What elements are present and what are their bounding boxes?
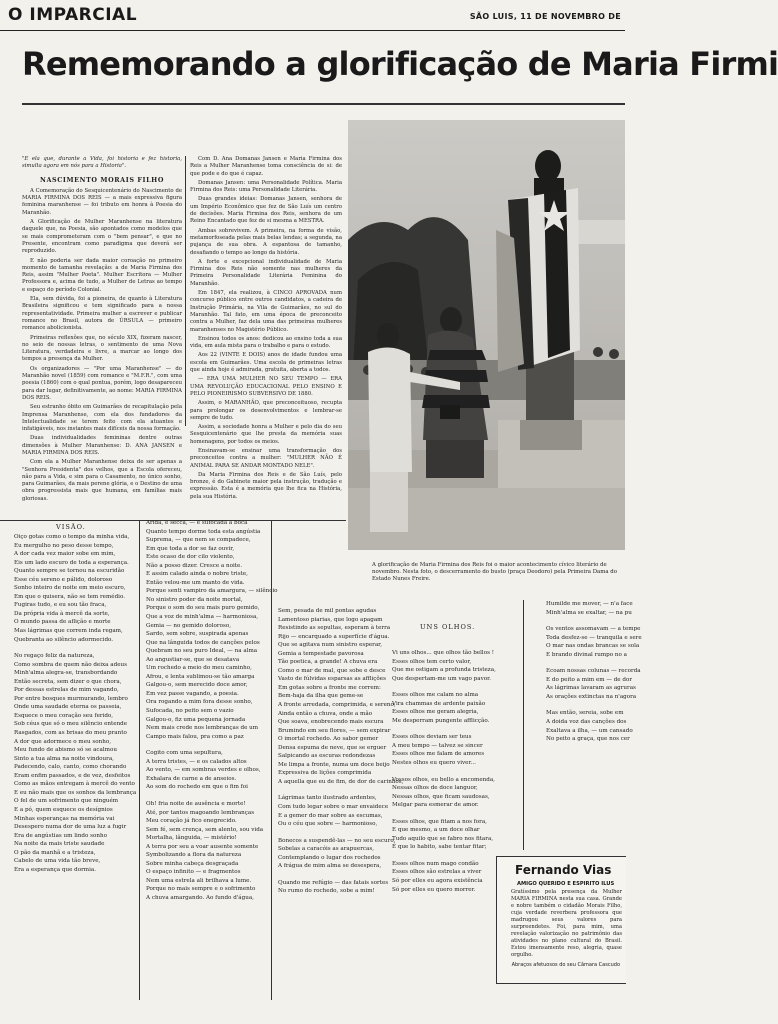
headline: Rememorando a glorificação de Maria Firmi (22, 45, 778, 83)
article-paragraph: Com ela a Mulher Maranhense deixa de ser apenas a "Senhora Presidenta" dos velhos, que a Escola ofereceu, não para a Vida, e sim para o Casamento, no único sonho, para Guimarães, da mais perene glória, e o Destino de uma obra progressista mais que humana, em famílias mais gloriosas. (22, 459, 183, 502)
poem-line (278, 591, 398, 599)
poem-line: E assim calado ainda o nobre triste, (146, 571, 248, 578)
poem-line: Esses olhos, que fitam a nos fora, (392, 818, 487, 825)
poem-line: No rumo do rochedo, sobe a mim! (278, 888, 375, 895)
article-column-1 (22, 156, 183, 502)
article-paragraph: — ERA UMA MULHER NO SEU TEMPO — ERA UMA REVOLUÇÃO EDUCACIONAL PELO ENSINO E PELO PIONEIRISMO SUBVERSIVO DE 1880. (190, 376, 342, 397)
poem-line: Este ocaso de dor cilo violento, (146, 554, 235, 561)
poem-line (278, 575, 398, 583)
poem-line: Quebram no seu puro Ideal, — na alma (146, 648, 258, 655)
poem-line: Galgou-o, sem merecido doce amor, (146, 682, 248, 689)
poem-line: Não a posso dizer. Cresce a noite. (146, 562, 243, 569)
poem-line: O pão da manhã e a tristeza, (14, 849, 96, 856)
poem-line: Minhas esperanças na memória vai (14, 815, 115, 822)
poem-line (278, 535, 398, 543)
article-lead: "E ela que, durante a Vida, foi historia e fez historia, simulta agora em nós para a Historia". (22, 156, 182, 170)
poem-line: O mar nas ondas brancas se sola (546, 643, 640, 650)
poem-line: Symbolizando a flora da natureza (146, 852, 242, 859)
poem-line: Humilde me mover, — n'a face (546, 601, 633, 607)
poem-line: E do peito a mim em — de dor (546, 676, 633, 683)
poem-line: Lágrimas tanto ilustrado ardentes, (278, 795, 377, 802)
article-paragraph: Duas individualidades femininas dentre outras dimensões à Mulher Maranhense: D. ANA JANSEN e MARIA FIRMINA DOS REIS. (22, 435, 182, 456)
poem-line: E que mesmo, a um doce olhar (392, 827, 480, 834)
poem-line: Esses olhos deviam ser teus (392, 734, 472, 741)
article-paragraph: A forte e excepcional individualidade de Maria Firmina dos Reis não somente nas mulheres da Primeira Personalidade Literária Feminina do Maranhão. (190, 258, 342, 287)
poem-line: Campo mais falou, pra como a paz (146, 733, 244, 740)
poem-line: E brando divinal rumpo no a (546, 651, 627, 658)
poem-line: A meu tempo — talvez se sincer (392, 742, 483, 749)
poem-line: Quebranta ao silêncio adormecido. (14, 636, 114, 643)
poem-line: Esses olhos me geram alegria, (392, 709, 479, 716)
poem-line: Brumindo em seu flores, — sem expirar (278, 727, 391, 734)
article-paragraph: Domanas Jansen: uma Personalidade Política. Maria Firmina dos Reis: uma Personalidade Literária. (190, 179, 342, 194)
poem-line: O mundo passa de aflição e morte (14, 619, 111, 626)
poem-line: Ecoam nossas colunas — recorda (546, 668, 641, 675)
poem-line: Até, por tantos magoando lembranças (146, 809, 255, 816)
poem-line: Que se agitava num sinistro esperar, (278, 642, 382, 649)
poem-line (278, 551, 398, 559)
poem-line: E eu não mais que os sonhos da lembrança (14, 789, 137, 796)
poem-line: Cogito com uma sepultura, (146, 750, 223, 757)
poem-line: Oiço gotas como o tempo da minha vida, (14, 534, 130, 540)
tribute-box-body: Gratíssimo pela presença da Mulher MARIA FIRMINA nesta sua casa. Grande e nobre também o cidadão Morais Filho, cuja verdade reverbera professora que madrugou seus valores para surpreendetes. Foi, para mim, uma revelação valorização no patrimônio das atividades no plano cultural do Brasil. Estou imensamente reso, alegria, quase orgulho. (511, 889, 622, 958)
poem-line: Afrou, e lenta sublimou-se tão amarga (146, 673, 255, 680)
poem-line: Onde uma saudade eterna os passeia, (14, 704, 122, 711)
poem-line: Rasgados, com as brisas do meu pranto (14, 730, 127, 737)
poem-line: Um rochedo a meio do meu caminho, (146, 665, 252, 672)
poem-line: Era a esperança que dormia. (14, 866, 97, 873)
poem-line: Lamentoso piarias, que logo apagam (278, 616, 383, 623)
poem-line: Ao som do rochedo em que o fim foi (146, 784, 248, 791)
poem-line: Ora rogando a mim fora desse sonho, (146, 699, 253, 706)
article-column-2 (190, 156, 342, 500)
poem-line: Nessas olhos de doce languor, (392, 785, 478, 792)
poem-line: Suprema, — que nem se compadece, (146, 537, 251, 544)
bust-unveiling-photo (348, 120, 625, 550)
article-paragraph: Aos 22 (VINTE E DOIS) anos de idade fundou uma escola em Guimarães. Uma escola de primeiras letras que ainda hoje é admirada, gratuita, aberta a todos. (190, 352, 342, 374)
poem-divider-3 (523, 600, 524, 850)
poem-line: Como sombra de quem não deixa adeus (14, 661, 127, 668)
poem-line: Exhalara de carne a de anseios. (146, 775, 237, 782)
poem-line: Padecendo, calo, canto, como chorando (14, 764, 127, 771)
issue-date: SÃO LUIS, 11 DE NOVEMBRO DE (469, 12, 621, 21)
article-paragraph: Seu estranho óbito em Guimarães de recapitulação pela Imprensa Maranhense, com ela dos fundadores da Intelectualidade se terem feito com ela atuantes e infatigáveis, nos instantes mais difíceis da nossa formação. (22, 404, 182, 433)
poem-line: No sinistro poder da noite mortal, (146, 596, 243, 603)
poem-line: Mas então, sereia, sobe em (546, 710, 624, 717)
poem-line: Quanto tempo dorme toda esta angústia (146, 528, 261, 535)
poem-line (278, 519, 398, 527)
article-paragraph: Com D. Ana Domanas Jansen e Maria Firmina dos Reis a Mulher Maranhense toma consciência de si: de que pode e do que é capaz. (190, 156, 342, 177)
article-paragraph: Ensinavam-se ensinar uma transformação dos preconceitos contra a mulher: "MULHER NÃO É ANIMAL PARA SE ANDAR MONTADO NELE". (190, 447, 342, 469)
masthead (0, 0, 625, 31)
poem-line: Ao angustiar-se, que se desatava (146, 656, 240, 663)
poem-line: Então velou-me um manto de vida. (146, 579, 245, 586)
poem-line: Quando me refúgio — das fatais sortes (278, 879, 389, 886)
poem-line: Tudo aquilo que se fabro nos fitara, (392, 835, 494, 842)
poem-divider-1 (139, 520, 140, 1000)
poem-line: A terra por seu a voar ausente somente (146, 843, 259, 850)
article-paragraph: E não poderia ser dada maior coroação no primeiro momento de tamanha revelação: a de Maria Firmina dos Reis, assim "Mulher Poeta". Mulher Escritora — Mulher Professora e, acima de tudo, a Mulher de Letras ao tempo e espaço do período Colonial. (22, 257, 182, 293)
poem-line: A doida voz das canções dos (546, 719, 627, 726)
poem-visao-col2 (146, 519, 278, 1013)
poem-line: E a pó, quem esquece os desígnios (14, 806, 113, 813)
poem-line: Sonho inteiro de noite em meio escuro, (14, 585, 126, 592)
poem-line (392, 683, 494, 691)
poem-line: Em vez passe vagando, a poesia. (146, 690, 239, 697)
poem-line: Oh! fria noite de ausência e morte! (146, 800, 246, 807)
tribute-box-name: Fernando Vias (515, 863, 612, 877)
poem-divider-2 (271, 520, 272, 1000)
poem-visao-col3 (278, 519, 404, 1013)
poem-line: A chuva amargando. Ao fundo d'água, (146, 894, 254, 901)
newspaper-name: O IMPARCIAL (8, 5, 138, 25)
article-paragraph: Em 1847, ela realizou, à CINCO APROVADA num concurso público entre outros candidatos, a cadeira de Instrução Primária, na Vila de Guimarães, no sul do Maranhão. Tal fato, em uma época de preconceito contra a Mulher, faz dela uma das primeiras mulheres maranhenses no Magistério Público. (190, 290, 342, 333)
poem-line (278, 871, 398, 879)
poem-line: Porque o som do seu mais puro gemido, (146, 605, 260, 612)
poem-line (278, 786, 398, 794)
poem-line (278, 527, 398, 535)
poem-line: Por entre bosques murmurando, lembro (14, 695, 128, 702)
poem-line (146, 741, 270, 749)
poem-line: As lágrimas lavaram as agruras (546, 685, 636, 692)
poem-continuation (546, 600, 642, 850)
poem-line: Sufocada, no peito sem o vazio (146, 708, 234, 715)
poem-line: Densa espuma de neve, que se erguer (278, 744, 387, 751)
poem-line (278, 599, 398, 607)
poem-line: Eu mergulho no peso desse tempo, (14, 542, 114, 549)
poem-line: O imortal rochedo. Ao sabor gemer (278, 736, 379, 743)
poem-line: Esses olhos tem certo valor, (392, 658, 472, 665)
poem-line: Cabelo de uma vida tão breve, (14, 858, 101, 865)
article-paragraph: Assim, a sociedade honra a Mulher e pelo dia do seu Sesquicentenário que lhe presta da memória suas homenagens, por todos os meios. (190, 424, 342, 445)
poem-line (14, 644, 136, 652)
poem-line: Nessas olhos, que ficam saudosas, (392, 793, 490, 800)
poem-line: Sem fé, sem crença, sem alento, sou vida (146, 826, 264, 833)
poem-line: Com tudo legar sobre o mar envaidece (278, 804, 389, 811)
article-paragraph: Duas grandes ideias: Domanas Jansen, senhora de um Império Econômico que fez de São Luís um centro de decisões. Maria Firmina dos Reis, senhora de um Reino Encantado que fez de si mesma a MESTRA. (190, 196, 342, 225)
poem-line: Bonecos a suspendê-las — no seu escuro, (278, 837, 396, 844)
poem-line: A aquella que eu de fim, de dor de carinhos, (278, 778, 404, 785)
poem-line: Gemia a tempestade pavorosa (278, 650, 364, 657)
poem-line: Que despertam-me um vago pavor. (392, 675, 491, 682)
poem-line: No peito a graça, que nos cer (546, 736, 630, 743)
poem-line: Só por elles eu quero morrer. (392, 886, 476, 893)
poem-line (278, 583, 398, 591)
poem-line: Então secreta, sem dizer o que chora, (14, 678, 122, 685)
poem-line (546, 617, 625, 625)
poem-line: Arida, e secca, — e sufocada a boca (146, 520, 248, 526)
poem-line: Mortalha, lânguida, — mistério! (146, 835, 237, 842)
poem-line: Eis um lado escuro de toda a esperança. (14, 559, 129, 566)
poem-line: Sob céus que só o meu silêncio entende (14, 721, 128, 728)
poem-title-uns-olhos: UNS OLHOS. (420, 623, 476, 631)
article-col2-body (190, 156, 342, 501)
article-author: NASCIMENTO MORAIS FILHO (40, 175, 164, 184)
headline-rule (22, 103, 625, 105)
poem-line: Me limpa a fronte, numa um doce beijo (278, 761, 390, 768)
article-paragraph: Os organizadores — "Por uma Maranhense" — do Maranhão novel (1859) com romance e "M.F.R.", com uma poesia (1860) com o qual pontua, porém, logo desapareceu para dar lugar, definitivamente, ao nome: MARIA FIRMINA DOS REIS. (22, 365, 182, 401)
poem-line: O fel de um sofrimento que ninguém (14, 798, 119, 805)
poem-line: Esses olhos são estrelas a viver (392, 869, 482, 876)
poem-line: Salpicando as escuras redondezas (278, 753, 376, 760)
poem-line: Sinto a tua alma na noite vindoura, (14, 755, 114, 762)
poem-line: É que lo habito, sabe tentar fitar; (392, 844, 487, 851)
poem-line: A fronte arredada, comprimida, e sereno, (278, 702, 396, 709)
poem-line: Porque no mais sempre e o sofrimento (146, 886, 256, 893)
photo-caption: A glorificação de Maria Firmina dos Reis foi o maior acontecimento cívico literário de novembro. Nesta foto, o descerramento do busto (praça Deodoro) pela Primeira Dama do Estado Nunes Freire. (372, 562, 617, 582)
poem-line: Como o mar de mal, que sobe e desce (278, 667, 386, 674)
poem-line: Que na lânguida todos de canções pelos (146, 639, 260, 646)
poem-line: Sem, pesada de mil pontas agudas (278, 608, 377, 614)
poem-line (278, 543, 398, 551)
poem-line: Meu fundo de abismo só se acalmou (14, 747, 117, 754)
poem-line: Como as mãos entregam à mercê do vento (14, 781, 135, 788)
poem-line (278, 829, 398, 837)
poem-line: Que a voz de minh'alma — harmoniosa, (146, 614, 259, 621)
poem-line (146, 792, 270, 800)
article-paragraph: A Glorificação de Mulher Maranhense na literatura daquele que, na Poesia, são apontados como modelos que se mais comprometeram com o "bem pensar", e que no Presente, encontram como paradigma que deverá ser reproduzido. (22, 219, 182, 255)
poem-line: Nem mais crede nos lembranças de um (146, 725, 259, 732)
tribute-box (496, 856, 626, 984)
poem-line: Gemia — no gemido doloroso, (146, 622, 231, 629)
poem-line: Quanto sempre se tornou na escuridão (14, 568, 125, 575)
poem-line: Tão poetica, a grande! A chuva era (278, 659, 378, 666)
poem-line: Vossos olhos, eu bello a encomenda, (392, 776, 495, 783)
poem-line: Resistindo as sepultas, esperam à terra (278, 625, 391, 632)
poem-line: Em que toda a dor se faz ouvir, (146, 545, 235, 552)
poem-line (392, 852, 494, 860)
poem-uns-olhos (392, 641, 494, 1013)
column-divider (185, 156, 186, 426)
poem-line (546, 659, 625, 667)
poem-line: Esses olhos me calam no alma (392, 692, 479, 699)
photo-drawing (348, 120, 625, 550)
poem-line: Contemplando o lugar dos rochedos (278, 854, 381, 861)
poem-line: Que soava, enobrecendo mais escura (278, 719, 384, 726)
poem-line: O espaço infinito — e fragmentos (146, 869, 241, 876)
poem-line: Desespero numa dor de uma luz a fugir (14, 824, 127, 831)
poem-title-visao: VISÃO. (56, 523, 86, 531)
poem-line: Vasto de fúlvidas esparsas as afflições (278, 676, 386, 683)
poem-line: A terra tristes, — e os calados altos (146, 758, 247, 765)
poem-line: Em gotas sobre a fronte me correm: (278, 684, 381, 691)
poem-line: Toda desfez-se — tranquila e sere (546, 634, 642, 641)
article-paragraph: Ela, sem dúvida, foi a pioneira, de quanto à Literatura Brasileira significou e tem significado para a nossa representatividade. Primeira mulher a escrever e publicar romance no Brasil, autora de ÚRSULA — primeiro romance abolicionista. (22, 296, 182, 332)
article-paragraph: Da Maria Firmina dos Reis e de São Luís, pelo bronze, é do Gabinete maior pela instrução, tradução e expressão. Esta é a memória que lhe fica na História, pela sua História. (190, 471, 342, 500)
poem-line: Bem-haja da ilha que geme-se (278, 693, 364, 700)
poem-line: A frágua de mim alma se desespera, (278, 863, 382, 870)
poem-line: Que me ostigam a profunda tristeza, (392, 667, 496, 674)
poem-line: Esquece o meu coração seu ferido, (14, 712, 114, 719)
article-paragraph: Ambas sobrevivem. A primeira, na forma de visão, metamorfoseada pelas mais belas lendas; a segunda, na pujança de sua obra. A espantosa de tamanho, desafiando o tempo ao longo da história. (190, 227, 342, 256)
poem-line (392, 810, 494, 818)
poem-line: Galgou-o, fiz uma pequena jornada (146, 716, 246, 723)
poem-line: Vi uns olhos... que olhos tão bellos ! (392, 650, 494, 656)
tribute-box-headline: AMIGO QUERIDO E ESPIRITO ILUS (517, 881, 615, 887)
poem-line: Era de angústias um lindo sonho (14, 832, 107, 839)
poem-line: Sobre minha cabeça desgraçada (146, 860, 239, 867)
poem-line: Esse céu sereno e pálido, doloroso (14, 576, 113, 583)
poem-line (546, 701, 625, 709)
poem-line: Só por elles eu agora existência (392, 878, 483, 885)
poem-line (392, 725, 494, 733)
poem-line: Vira chammas de ardente paixão (392, 700, 486, 707)
poem-line: Esses olhos num mago condão (392, 860, 479, 867)
poem-line: No regaço feliz da natureza, (14, 653, 95, 660)
poem-line: Minh'alma alegra-se, transbordando (14, 670, 118, 677)
poem-line: Por dessas estrelas de mim vagando, (14, 687, 119, 694)
poem-line (392, 641, 494, 649)
poem-line: Exaltava a ilha, — um cansado (546, 727, 633, 734)
poem-line: Ou o céu que sobre — harmonioso, (278, 821, 378, 828)
article-paragraph: Assim, o MARANHÃO, que preconceituoso, recupta para prolongar os desenvolvimentos e lembrar-se sempre de tudo. (190, 400, 342, 421)
poem-line: Na noite da mais triste saudade (14, 841, 105, 848)
article-paragraph: Ensinou todos os anos: dedicou ao ensino toda a sua vida, em aula mista para o trabalho e para o estudo. (190, 335, 342, 350)
poem-line: Mas lágrimas que correm inda regam, (14, 628, 123, 635)
poem-line: A dor que adormece o meu sonho, (14, 738, 112, 745)
poem-line: Eram enfim passados, e de vez, desfeitos (14, 772, 131, 779)
poem-line: Em que o quisera, não se tem remédio. (14, 593, 126, 600)
poem-line (392, 768, 494, 776)
poem-line: As orações extinctas na n'agora (546, 693, 637, 700)
poem-visao-col1 (14, 533, 136, 1013)
poem-line: Rijo — encarquado a superfície d'água. (278, 633, 390, 640)
article-paragraph: Primeiras reflexões que, no século XIX, fizeram nascer, no seio de nossas letras, o sentimento de uma Nova Literatura, verdadeira e livre, a marcar ao longo dos tempos a presença da Mulher. (22, 334, 182, 363)
poem-line: Nestes olhos eu quero viver... (392, 760, 476, 767)
poem-line: Esses olhos me falam de amores (392, 751, 485, 758)
poem-line: Porque senti vampiro da amargura, — silêncio (146, 588, 278, 595)
tribute-box-signature: Abraços afetuosos do seu Câmara Cascudo (511, 962, 620, 968)
poem-line: Expressiva de lições comprimida (278, 770, 372, 777)
article-col1-body (22, 188, 182, 503)
article-paragraph: A Comemoração do Sesquicentenário do Nascimento de MARIA FIRMINA DOS REIS — a mais expressiva figura feminina maranhense — foi tributo em honra à Poesia do Maranhão. (22, 187, 182, 216)
poem-line: E a gemer do mar sobre as escumas, (278, 812, 383, 819)
poem-line: Me desperram pungente afflicção. (392, 717, 490, 724)
poem-line: Nem uma estrela ali brilhava a lume. (146, 877, 252, 884)
poem-line: Ao vento, — em sombras verdes e olhos, (146, 767, 261, 774)
poem-line: Melgar para esmerar de amor. (392, 802, 479, 809)
poem-line: A dor cada vez maior sobe em mim, (14, 551, 116, 558)
poem-line: Minh'alma se exaltar, — na pu (546, 609, 632, 616)
poem-line (278, 567, 398, 575)
poem-line: Ainda então a chuva, onde a mão (278, 710, 373, 717)
poem-line: Da própria vida à mercê da sorte, (14, 610, 110, 617)
poem-line: Sobelas a caracóis as arapuercas, (278, 846, 375, 853)
poem-line: Sardo, sem sobre, suspirada apenas (146, 631, 249, 638)
poem-line: Fugiras tudo, e eu sou tão fraca, (14, 602, 107, 609)
poem-line: Os ventos assomavam — a tempe (546, 626, 641, 633)
poem-line: Meu coração já fico enegrecido. (146, 818, 237, 825)
poem-line (278, 559, 398, 567)
